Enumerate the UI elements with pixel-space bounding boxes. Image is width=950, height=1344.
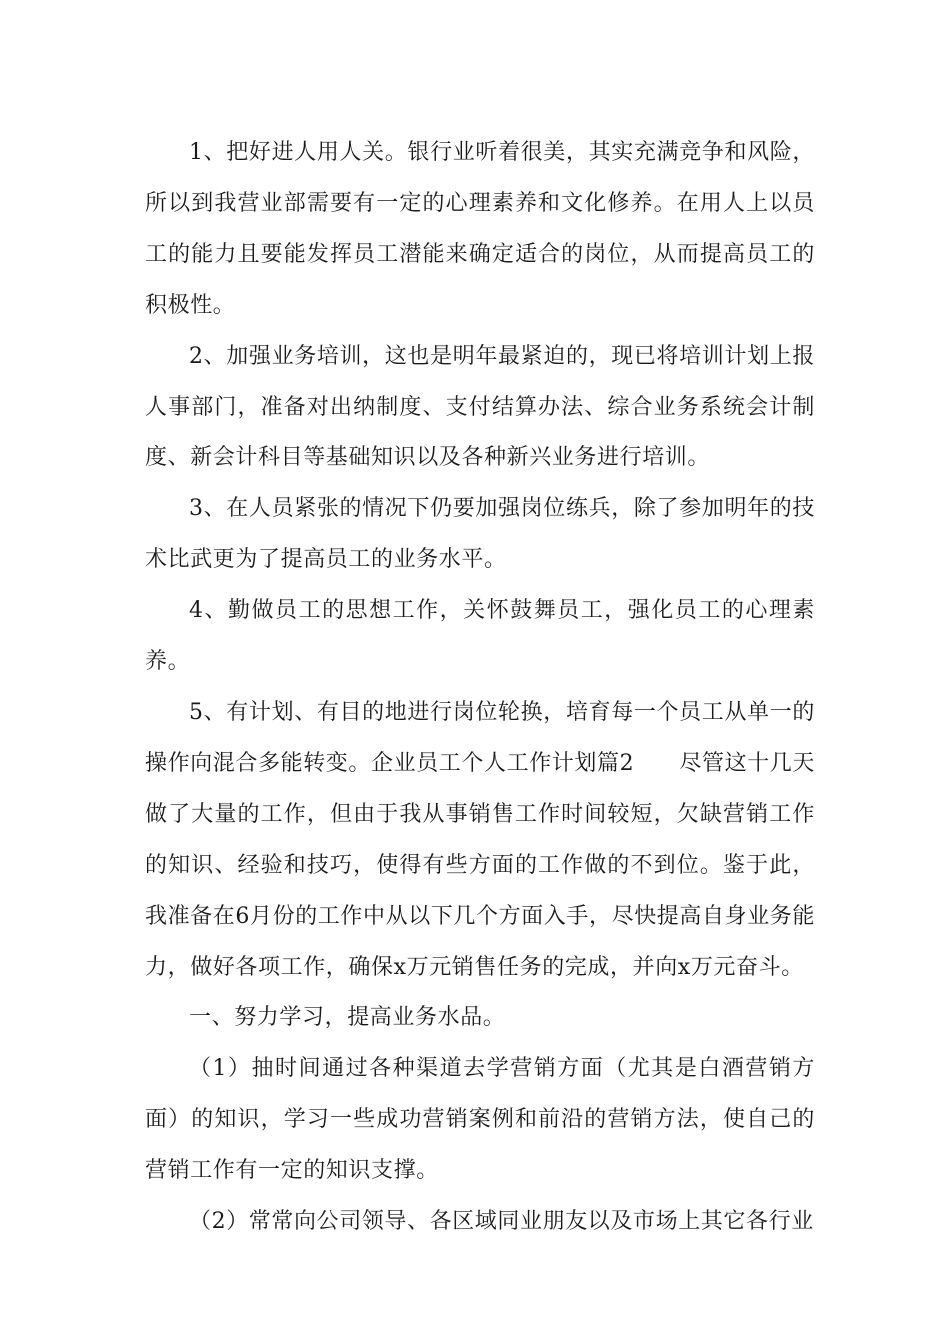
paragraph-2: 2、加强业务培训，这也是明年最紧迫的，现已将培训计划上报人事部门，准备对出纳制度、支付结算办法、综合业务系统会计制度、新会计科目等基础知识以及各种新兴业务进行培训。 (145, 343, 815, 471)
paragraph-3: 3、在人员紧张的情况下仍要加强岗位练兵，除了参加明年的技术比武更为了提高员工的业务水平。 (145, 496, 815, 573)
paragraph-4: 4、勤做员工的思想工作，关怀鼓舞员工，强化员工的心理素养。 (145, 598, 815, 675)
paragraph-1: 1、把好进人用人关。银行业听着很美，其实充满竞争和风险，所以到我营业部需要有一定的心理素养和文化修养。在用人上以员工的能力且要能发挥员工潜能来确定适合的岗位，从而提高员工的积极性。 (145, 140, 815, 318)
document-body (145, 128, 815, 1248)
sub-item-1: （1）抽时间通过各种渠道去学营销方面（尤其是白酒营销方面）的知识，学习一些成功营销案例和前沿的营销方法，使自己的营销工作有一定的知识支撑。 (145, 1056, 815, 1184)
sub-item-2: （2）常常向公司领导、各区域同业朋友以及市场上其它各行业 (189, 1209, 814, 1235)
section-heading-1: 一、努力学习，提高业务水品。 (189, 1005, 506, 1031)
paragraph-5: 5、有计划、有目的地进行岗位轮换，培育每一个员工从单一的操作向混合多能转变。企业员工个人工作计划篇2 尽管这十几天做了大量的工作，但由于我从事销售工作时间较短，欠缺营销工作的知识、经验和技巧，使得有些方面的工作做的不到位。鉴于此，我准备在6月份的工作中从以下几个方面入手，尽快提高自身业务能力，做好各项工作，确保x万元销售任务的完成，并向x万元奋斗。 (145, 699, 815, 980)
